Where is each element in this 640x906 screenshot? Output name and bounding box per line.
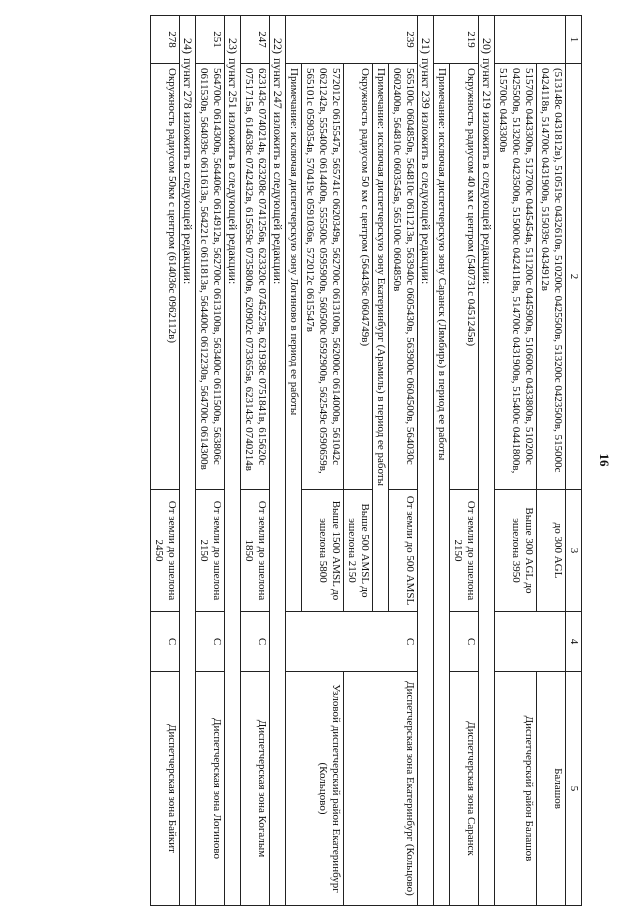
table-row [151,16,180,906]
coords-cell: 572012с 0615547в, 565741с 0620349в, 562700с 0613100в, 562000с 0614000в, 561042с 0621242в, 555400с 0614400в, 555500с 0595900в, 560500с 0592900в, 562549с 0590659в, 565101с 0590354в, 570419с 0591036в, 572012с 0615547в [302,64,344,490]
class-cell: С [286,612,418,672]
header-cell: 1 [566,16,582,64]
coords-cell: 623143с 0740214в, 623208с 0741256в, 623320с 0745225в, 621938с 0751841в, 615620с 0751715в, 614638с 0742432в, 615659с 0735800в, 620902с 0733655в, 623143с 0740214в [241,64,270,490]
header-cell: 5 [566,672,582,906]
section-heading-text: пункт 239 изложить в следующей редакции: [419,58,433,285]
section-heading [270,16,286,906]
coords-cell: Окружность радиусом 40 км с центром (540731с 0451245в) [450,64,479,490]
altitude-cell: От земли до эшелона 2150 [450,490,479,612]
section-number: 21) [419,38,433,54]
table-row [389,16,418,906]
section-heading-text: пункт 251 изложить в следующей редакции: [226,58,240,285]
section-heading-text: пункт 278 изложить в следующей редакции: [181,58,195,285]
section-heading-row [418,16,434,906]
id-cell: 239 [286,16,418,64]
header-cell: 3 [566,490,582,612]
section-heading [479,16,495,906]
table-row [537,16,566,906]
table-row [495,16,537,906]
altitude-cell: От земли до эшелона 1850 [241,490,270,612]
header-cell: 4 [566,612,582,672]
table-row [450,16,479,906]
zone-cell: Балашов [537,672,566,906]
zone-cell: Диспетчерская зона Саранск [450,672,479,906]
page-number: 16 [597,453,612,467]
coords-cell: 565100с 0604850в, 564810с 0611213в, 563940с 0605430в, 563900с 0604500в, 564030с 0602400в, 564810с 0603545в, 565100с 0604850в [389,64,418,490]
altitude-cell: Выше 500 AMSL до эшелона 2150 [344,490,373,612]
section-heading [180,16,196,906]
id-cell [495,16,566,64]
section-heading-row [270,16,286,906]
id-cell: 278 [151,16,180,64]
section-heading-text: пункт 219 изложить в следующей редакции: [480,58,494,285]
section-heading [225,16,241,906]
coords-cell: Окружность радиусом 50 км с центром (564436с 0604749в) [344,64,373,490]
table-row [196,16,225,906]
coords-cell: Окружность радиусом 50км с центром (614036с 0962112в) [151,64,180,490]
section-heading-text: пункт 247 изложить в следующей редакции: [271,58,285,285]
table-row [434,16,450,906]
class-cell: С [151,612,180,672]
zone-cell: Диспетчерский район Балашов [495,672,537,906]
table-row [241,16,270,906]
note-cell: Примечание: исключая диспетчерскую зону Саранск (Лямбирь) в период ее работы [434,64,450,906]
note-cell: Примечание: исключая диспетчерскую зону Екатеринбург (Арамиль) в период ее работы [373,64,389,612]
zone-cell: Диспетчерская зона Когалым [241,672,270,906]
id-cell: 247 [241,16,270,64]
class-cell: С [450,612,479,672]
section-heading-row [225,16,241,906]
section-heading-row [180,16,196,906]
altitude-cell: От земли до эшелона 2450 [151,490,180,612]
altitude-cell: Выше 300 AGL до эшелона 3950 [495,490,537,612]
coords-cell: 564700с 0614300в, 564406с 0614912в, 562700с 0613100в, 563400с 0611500в, 563806с 0611530в, 564039с 0611613в, 564221с 0611813в, 564400с 0612230в, 564700с 0614300в [196,64,225,490]
id-cell: 219 [434,16,479,64]
coords-cell: 515700с 0443300в, 512700с 0445454в, 511200с 0445900в, 510600с 0433800в, 510200с 0425500в, 513200с 0423500в, 515000с 0424118в, 514700с 0431900в, 515400с 0441800в, 515700с 0443300в [495,64,537,490]
altitude-cell: От земли до эшелона 2150 [196,490,225,612]
section-heading-row [479,16,495,906]
section-heading [418,16,434,906]
id-cell: 251 [196,16,225,64]
zone-cell: Узловой диспетчерский район Екатеринбург (Кольцово) [286,672,344,906]
zone-cell: Диспетчерская зона Логиново [196,672,225,906]
zone-cell: Диспетчерская зона Екатеринбург (Кольцово) [344,672,418,906]
section-number: 22) [271,38,285,54]
section-number: 23) [226,38,240,54]
coords-cell: (513148с 0431812в), 510519с 0432610в, 510200с 0425500в, 513200с 0423500в, 515000с 0424118в, 514700с 0431900в, 515039с 0434912в [537,64,566,490]
zone-cell: Диспетчерская зона Байкит [151,672,180,906]
altitude-cell: Выше 1500 AMSL до эшелона 5800 [302,490,344,612]
altitude-cell: От земли до 500 AMSL [389,490,418,612]
table-row [302,16,344,906]
class-cell: С [241,612,270,672]
class-cell: С [196,612,225,672]
header-row [566,16,582,906]
rotated-page [50,15,610,905]
airspace-table [150,15,582,906]
altitude-cell: до 300 AGL [537,490,566,612]
section-number: 20) [480,38,494,54]
section-number: 24) [181,38,195,54]
class-cell [495,612,566,672]
header-cell: 2 [566,64,582,490]
note-cell: Примечание: исключая диспетчерскую зону Логиново в период ее работы [286,64,302,612]
